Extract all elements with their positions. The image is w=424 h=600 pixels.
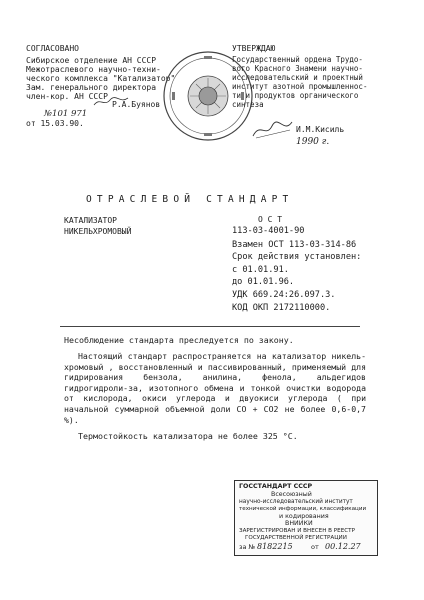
approval-left-line: член-кор. АН СССР <box>26 92 108 101</box>
stamp-date: 00.12.27 <box>325 542 361 551</box>
signature-left <box>92 95 132 109</box>
legal-notice: Несоблюдение стандарта преследуется по закону. <box>64 335 294 345</box>
stamp-agency: ГОССТАНДАРТ СССР <box>239 483 313 490</box>
udk-code: УДК 669.24:26.097.3. <box>232 290 336 300</box>
product-name-line2: НИКЕЛЬХРОМОВЫЙ <box>64 227 132 236</box>
approval-right-name: И.М.Кисиль <box>296 125 345 134</box>
okp-code: КОД ОКП 2172110000. <box>232 303 331 313</box>
standard-replaces: Взамен ОСТ 113-03-314-86 <box>232 240 357 250</box>
product-name-line1: КАТАЛИЗАТОР <box>64 216 117 225</box>
stamp-line: Всесоюзный <box>271 491 312 498</box>
section-divider <box>60 326 360 327</box>
approval-left-ref: №101 971 <box>44 109 88 119</box>
document-title: ОТРАСЛЕВОЙ СТАНДАРТ <box>86 194 294 205</box>
registration-stamp <box>234 480 378 556</box>
approval-right-line: вого Красного Знамени научно- <box>232 64 363 73</box>
stamp-line: ЗАРЕГИСТРИРОВАН И ВНЕСЕН В РЕЕСТР <box>239 528 355 534</box>
stamp-line: ГОСУДАРСТВЕННОЙ РЕГИСТРАЦИИ <box>245 535 347 541</box>
stamp-line: ВНИИКИ <box>285 520 313 527</box>
scope-paragraph: Настоящий стандарт распространяется на катализатор никель-хромовый , восстановленный и пассивированный, применяемый для гидрирования бензола, анилина, фенола, альдегидов гидрогидроли-за, изотопного обмена и тонкой очистки водорода от кислорода, окиси углерода и двуокиси углерода ( при начальной суммарной объемной доли CO + CO2 не более 0,6-0,7 %). <box>64 351 366 425</box>
approval-right-line: ти и продуктов органического <box>232 91 359 100</box>
stamp-line: и кодирования <box>279 513 329 520</box>
signature-right <box>250 118 296 142</box>
approval-left-heading: СОГЛАСОВАНО <box>26 44 79 53</box>
approval-right-heading: УТВЕРЖДАЮ <box>232 44 276 53</box>
validity-label: Срок действия установлен: <box>232 252 362 262</box>
approval-right-line: исследовательский и проектный <box>232 73 363 82</box>
stamp-line: научно-исследовательский институт <box>239 499 353 505</box>
approval-left-line: ческого комплекса "Катализатор" <box>26 74 176 83</box>
standard-code: 113-03-4001-90 <box>232 226 305 236</box>
approval-right-line: Государственный ордена Трудо- <box>232 55 363 64</box>
approval-right-line: институт азотной промышленнос- <box>232 82 368 91</box>
approval-right-year: 1990 г. <box>296 137 330 147</box>
approval-left-date: от 15.03.90. <box>26 119 84 128</box>
validity-from: с 01.01.91. <box>232 265 289 275</box>
stamp-date-label: от <box>311 543 319 551</box>
approval-left-line: Межотраслевого научно-техни- <box>26 65 161 74</box>
approval-left-name: Р.А.Буянов <box>112 100 161 109</box>
stamp-line: технической информации, классификации <box>239 506 367 512</box>
approval-right-line: синтеза <box>232 100 264 109</box>
stamp-number-label: за № <box>239 543 256 551</box>
heat-resistance-paragraph: Термостойкость катализатора не более 325 °C. <box>78 431 298 441</box>
approval-left-line: Сибирское отделение АН СССР <box>26 56 157 65</box>
stamp-number: 8182215 <box>257 542 293 551</box>
standard-code-label: О С Т <box>258 215 283 224</box>
approval-left-line: Зам. генерального директора <box>26 83 157 92</box>
validity-to: до 01.01.96. <box>232 277 295 287</box>
